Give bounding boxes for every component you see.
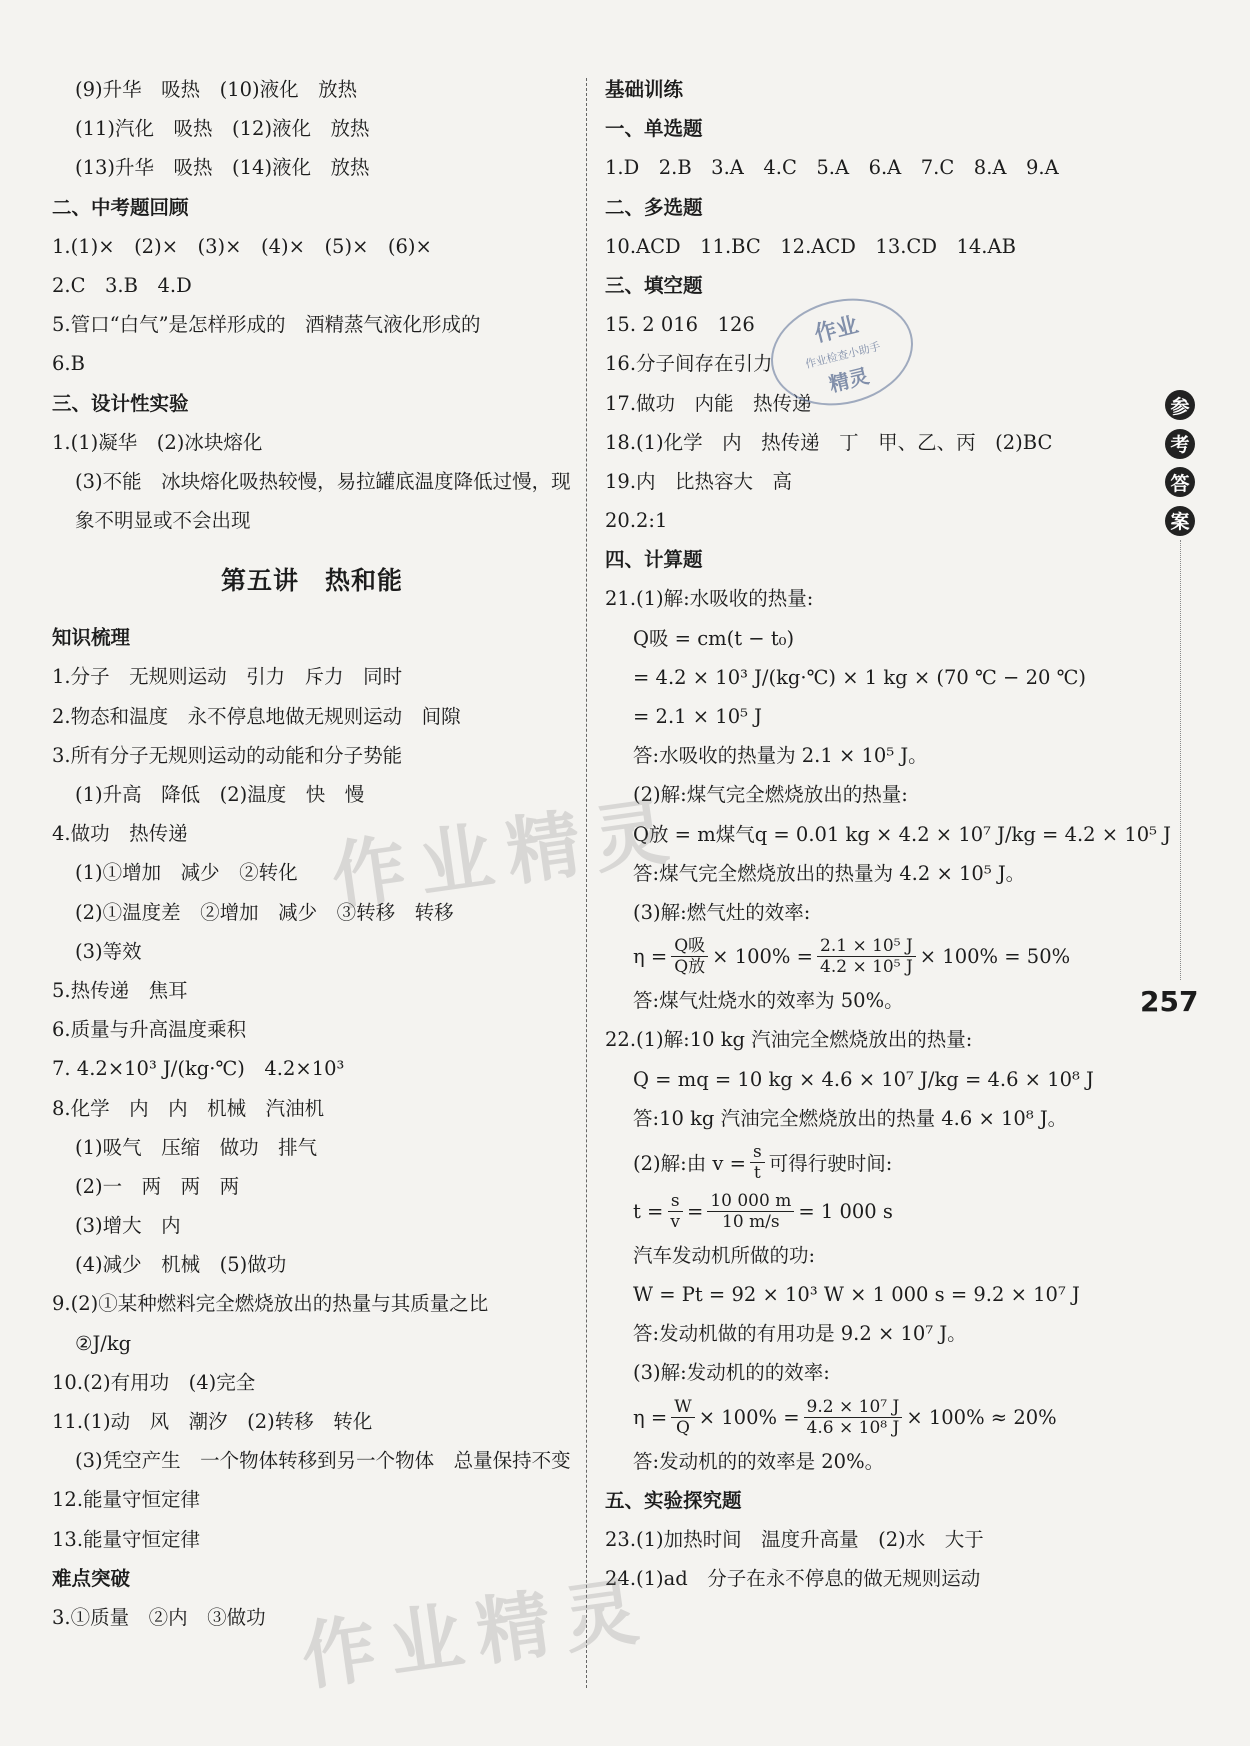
fraction-numerator: 9.2 × 10⁷ J (804, 1397, 903, 1418)
side-tab-char: 答 (1165, 467, 1195, 497)
answer-line: (2)一 两 两 两 (75, 1174, 240, 1198)
formula-text: × 100% = 50% (919, 945, 1071, 969)
fraction-denominator: t (753, 1162, 761, 1183)
answer-line: (9)升华 吸热 (10)液化 放热 (75, 78, 358, 101)
answer-line: 12.能量守恒定律 (52, 1488, 201, 1512)
answer-line: 17.做功 内能 热传递 (605, 391, 812, 415)
answer-line: 答:水吸收的热量为 2.1 × 10⁵ J。 (633, 744, 928, 768)
answer-line: 19.内 比热容大 高 (605, 469, 793, 493)
answer-line: 7. 4.2×10³ J/(kg·℃) 4.2×10³ (52, 1057, 345, 1081)
formula-line: = 4.2 × 10³ J/(kg·℃) × 1 kg × (70 ℃ − 20 ℃) (633, 665, 1087, 689)
fraction (804, 1397, 903, 1438)
answer-side-tab (1163, 390, 1197, 536)
answer-line: 2.物态和温度 永不停息地做无规则运动 间隙 (52, 704, 461, 728)
stamp-line: 作业 (812, 312, 861, 348)
watermark: 作业精灵 (326, 786, 688, 922)
answer-line: 6.质量与升高温度乘积 (52, 1018, 247, 1042)
answer-line: 20.2:1 (605, 509, 668, 533)
fraction-denominator: 4.2 × 10⁵ J (820, 957, 913, 978)
answer-line: 6.B (52, 352, 85, 376)
answer-line: 9.(2)①某种燃料完全燃烧放出的热量与其质量之比 (52, 1292, 489, 1316)
answer-line: (3)等效 (75, 939, 142, 963)
answer-line: (13)升华 吸热 (14)液化 放热 (75, 156, 370, 180)
formula-line: W = Pt = 92 × 10³ W × 1 000 s = 9.2 × 10⁷ J (633, 1283, 1080, 1307)
fraction (671, 936, 708, 977)
answer-line: 1.分子 无规则运动 引力 斥力 同时 (52, 665, 403, 689)
fraction-denominator: Q放 (674, 957, 706, 978)
answer-line: 1.(1)× (2)× (3)× (4)× (5)× (6)× (52, 234, 432, 258)
formula-text: = 1 000 s (798, 1199, 893, 1223)
side-tab-char: 案 (1165, 506, 1195, 536)
formula-line: Q放 = m煤气q = 0.01 kg × 4.2 × 10⁷ J/kg = 4.2 × 10⁵ J (633, 822, 1171, 846)
fraction-numerator: s (668, 1191, 683, 1212)
stamp-line: 精灵 (826, 363, 872, 397)
section-heading: 三、设计性实验 (52, 391, 189, 415)
formula-text: × 100% ≈ 20% (906, 1405, 1057, 1429)
formula-line: Q吸 = cm(t − t₀) (633, 626, 795, 650)
answer-line: (11)汽化 吸热 (12)液化 放热 (75, 117, 370, 141)
answer-line: (1)吸气 压缩 做功 排气 (75, 1135, 318, 1159)
side-tab-char: 参 (1165, 390, 1195, 420)
answer-line: 13.能量守恒定律 (52, 1527, 201, 1551)
answer-line: 答:发动机的的效率是 20%。 (633, 1449, 885, 1473)
formula-text: × 100% = (712, 945, 813, 969)
answer-line: ②J/kg (75, 1331, 132, 1355)
answer-line: 汽车发动机所做的功: (633, 1243, 816, 1267)
section-heading: 知识梳理 (52, 626, 131, 650)
answer-line: 11.(1)动 风 潮汐 (2)转移 转化 (52, 1410, 373, 1434)
fraction-denominator: Q (676, 1417, 690, 1438)
answer-line: (1)①增加 减少 ②转化 (75, 861, 298, 885)
section-heading: 三、填空题 (605, 273, 703, 297)
fraction-numerator: s (750, 1142, 765, 1163)
formula-line: = 2.1 × 10⁵ J (633, 705, 762, 728)
formula-text: × 100% = (698, 1405, 800, 1429)
answer-line: 5.热传递 焦耳 (52, 978, 188, 1002)
answer-line: 16.分子间存在引力 (605, 352, 773, 376)
speed-formula-line (605, 1138, 1125, 1187)
fraction-denominator: 4.6 × 10⁸ J (806, 1417, 900, 1438)
section-heading: 四、计算题 (605, 548, 703, 572)
answer-line: (3)凭空产生 一个物体转移到另一个物体 总量保持不变 (75, 1449, 571, 1473)
section-heading: 五、实验探究题 (605, 1488, 742, 1512)
answer-line: (1)升高 降低 (2)温度 快 慢 (75, 783, 365, 807)
fraction (667, 1191, 683, 1232)
answer-line: 答:煤气灶烧水的效率为 50%。 (633, 989, 904, 1013)
fraction-denominator: v (670, 1211, 680, 1232)
lecture-title: 第五讲 热和能 (220, 566, 403, 596)
answer-line: 21.(1)解:水吸收的热量: (605, 587, 814, 611)
section-heading: 基础训练 (605, 78, 684, 101)
formula-text: 可得行驶时间: (768, 1152, 893, 1176)
answer-line: 答:发动机做的有用功是 9.2 × 10⁷ J。 (633, 1322, 967, 1346)
formula-text: = (686, 1199, 704, 1223)
answer-line: 答:10 kg 汽油完全燃烧放出的热量 4.6 × 10⁸ J。 (633, 1106, 1068, 1130)
fraction-numerator: W (671, 1397, 694, 1418)
section-heading: 二、多选题 (605, 195, 703, 219)
side-tab-char: 考 (1165, 429, 1195, 459)
fraction-numerator: 2.1 × 10⁵ J (817, 936, 916, 957)
answer-line: (3)增大 内 (75, 1214, 181, 1238)
answer-line: 18.(1)化学 内 热传递 丁 甲、乙、丙 (2)BC (605, 430, 1053, 454)
answer-line: (2)解:煤气完全燃烧放出的热量: (633, 783, 908, 807)
answer-line: 22.(1)解:10 kg 汽油完全燃烧放出的热量: (605, 1028, 973, 1052)
fraction (817, 936, 916, 977)
formula-text: η = (633, 945, 668, 969)
answer-line: (3)解:发动机的的效率: (633, 1361, 830, 1385)
answer-line: 15. 2 016 126 (605, 313, 755, 337)
engine-efficiency-formula (605, 1393, 1125, 1442)
answer-line: 10.(2)有用功 (4)完全 (52, 1370, 256, 1394)
fraction-numerator: Q吸 (671, 936, 708, 957)
section-heading: 二、中考题回顾 (52, 195, 189, 219)
stamp-line: 作业检查小助手 (803, 339, 882, 372)
answer-line: (4)减少 机械 (5)做功 (75, 1253, 287, 1277)
formula-text: (2)解:由 v = (633, 1152, 746, 1176)
answer-line: 2.C 3.B 4.D (52, 273, 192, 297)
fraction (750, 1142, 765, 1183)
fraction (671, 1397, 694, 1438)
answer-line: (2)①温度差 ②增加 减少 ③转移 转移 (75, 900, 454, 924)
answer-line: 1.(1)凝华 (2)冰块熔化 (52, 430, 263, 454)
answer-line: 23.(1)加热时间 温度升高量 (2)水 大于 (605, 1528, 984, 1551)
page-number: 257 (1140, 985, 1199, 1018)
watermark: 作业精灵 (296, 1566, 658, 1702)
fraction-numerator: 10 000 m (707, 1191, 794, 1212)
answer-line: (3)不能 冰块熔化吸热较慢，易拉罐底温度降低过慢，现象不明显或不会出现 (75, 469, 571, 533)
answer-line: 4.做功 热传递 (52, 822, 188, 846)
formula-text: t = (633, 1199, 664, 1223)
section-heading: 一、单选题 (605, 117, 703, 141)
answer-line: 3.所有分子无规则运动的动能和分子势能 (52, 743, 403, 767)
formula-text: η = (633, 1405, 668, 1429)
side-tab-dotted-line (1180, 540, 1181, 980)
fraction-denominator: 10 m/s (722, 1211, 780, 1232)
answer-line: (3)解:燃气灶的效率: (633, 900, 811, 924)
fraction (707, 1191, 794, 1232)
answer-line: 10.ACD 11.BC 12.ACD 13.CD 14.AB (605, 234, 1016, 258)
time-formula (605, 1187, 1125, 1236)
answer-line: 8.化学 内 内 机械 汽油机 (52, 1096, 325, 1120)
answer-line: 24.(1)ad 分子在永不停息的做无规则运动 (605, 1567, 981, 1591)
answer-line: 5.管口“白气”是怎样形成的 酒精蒸气液化形成的 (52, 313, 481, 337)
section-heading: 难点突破 (52, 1566, 131, 1590)
answer-line: 答:煤气完全燃烧放出的热量为 4.2 × 10⁵ J。 (633, 861, 1026, 885)
answer-line: 3.①质量 ②内 ③做功 (52, 1605, 266, 1629)
answer-line: 1.D 2.B 3.A 4.C 5.A 6.A 7.C 8.A 9.A (605, 156, 1059, 180)
formula-line: Q = mq = 10 kg × 4.6 × 10⁷ J/kg = 4.6 × 10⁸ J (633, 1067, 1094, 1091)
efficiency-formula (605, 932, 1125, 981)
